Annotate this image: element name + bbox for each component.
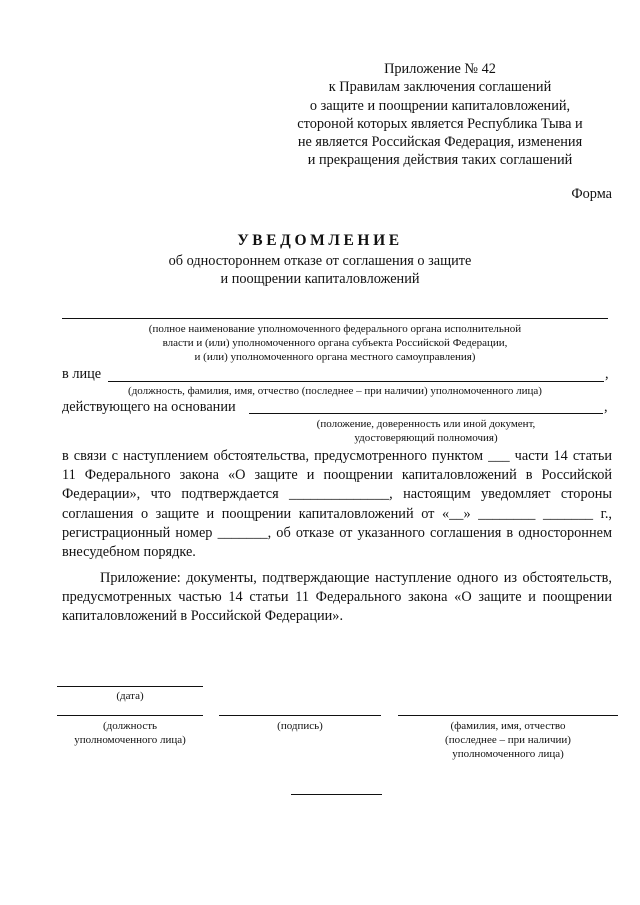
subtitle-line: об одностороннем отказе от соглашения о защите: [168, 253, 472, 269]
caption-line: (фамилия, имя, отчество: [450, 720, 566, 732]
attachment-text: Приложение: документы, подтверждающие наступление одного из обстоятельств, предусмотренных частью 14 статьи 11 Федерального закона «О защите и поощрении капиталовложений в Российской Федерации».: [62, 570, 612, 625]
signature-caption: (подпись): [277, 720, 323, 732]
caption-line: удостоверяющий полномочия): [354, 432, 498, 444]
caption-line: и (или) уполномоченного органа местного самоуправления): [194, 351, 476, 363]
appendix-line: не является Российская Федерация, изменения: [297, 134, 583, 151]
appendix-line: о защите и поощрении капиталовложений,: [309, 97, 571, 114]
person-caption: (должность, фамилия, имя, отчество (последнее – при наличии) уполномоченного лица): [128, 385, 542, 397]
date-caption: (дата): [116, 690, 144, 702]
authority-caption: [62, 322, 608, 364]
caption-line: (последнее – при наличии): [445, 734, 571, 746]
appendix-line: стороной которых является Республика Тыва и: [297, 115, 583, 132]
person-comma: ,: [605, 366, 609, 382]
position-caption: [40, 719, 220, 747]
person-field[interactable]: [108, 381, 604, 382]
basis-label: действующего на основании: [62, 399, 236, 415]
document-subtitle: [0, 253, 640, 288]
caption-line: уполномоченного лица): [74, 734, 186, 746]
subtitle-line: и поощрении капиталовложений: [220, 270, 420, 287]
end-rule: [291, 794, 382, 795]
caption-line: (положение, доверенность или иной документ,: [316, 418, 536, 430]
caption-line: власти и (или) уполномоченного органа субъекта Российской Федерации,: [162, 337, 508, 349]
main-paragraph: [62, 447, 612, 562]
authority-name-field[interactable]: [62, 318, 608, 319]
date-field[interactable]: [57, 686, 203, 687]
appendix-line: и прекращения действия таких соглашений: [307, 152, 573, 169]
basis-comma: ,: [604, 399, 608, 415]
basis-caption: [249, 417, 603, 445]
person-label: в лице: [62, 366, 102, 382]
full-name-field[interactable]: [398, 715, 618, 716]
position-field[interactable]: [57, 715, 203, 716]
caption-line: уполномоченного лица): [452, 748, 564, 760]
basis-field[interactable]: [249, 413, 603, 414]
caption-line: (должность: [102, 720, 158, 732]
appendix-line: к Правилам заключения соглашений: [328, 79, 552, 96]
attachment-paragraph: [62, 569, 612, 627]
caption-line: (полное наименование уполномоченного федерального органа исполнительной: [148, 323, 522, 335]
appendix-header: [280, 60, 600, 170]
appendix-line: Приложение № 42: [384, 61, 496, 77]
form-label: Форма: [571, 186, 612, 202]
signature-field[interactable]: [219, 715, 381, 716]
document-title: УВЕДОМЛЕНИЕ: [237, 232, 403, 249]
main-paragraph-text: в связи с наступлением обстоятельства, предусмотренного пунктом ___ части 14 статьи 11 Федерального закона «О защите и поощрении капиталовложений в Российской Федерации», что подтверждается ______________, настоящим уведомляет стороны соглашения о защите и поощрении капиталовложений от «__» ________ _______ г., регистрационный номер _______, об отказе от указанного соглашения в одностороннем внесудебном порядке.: [62, 448, 612, 561]
full-name-caption: [398, 719, 618, 761]
